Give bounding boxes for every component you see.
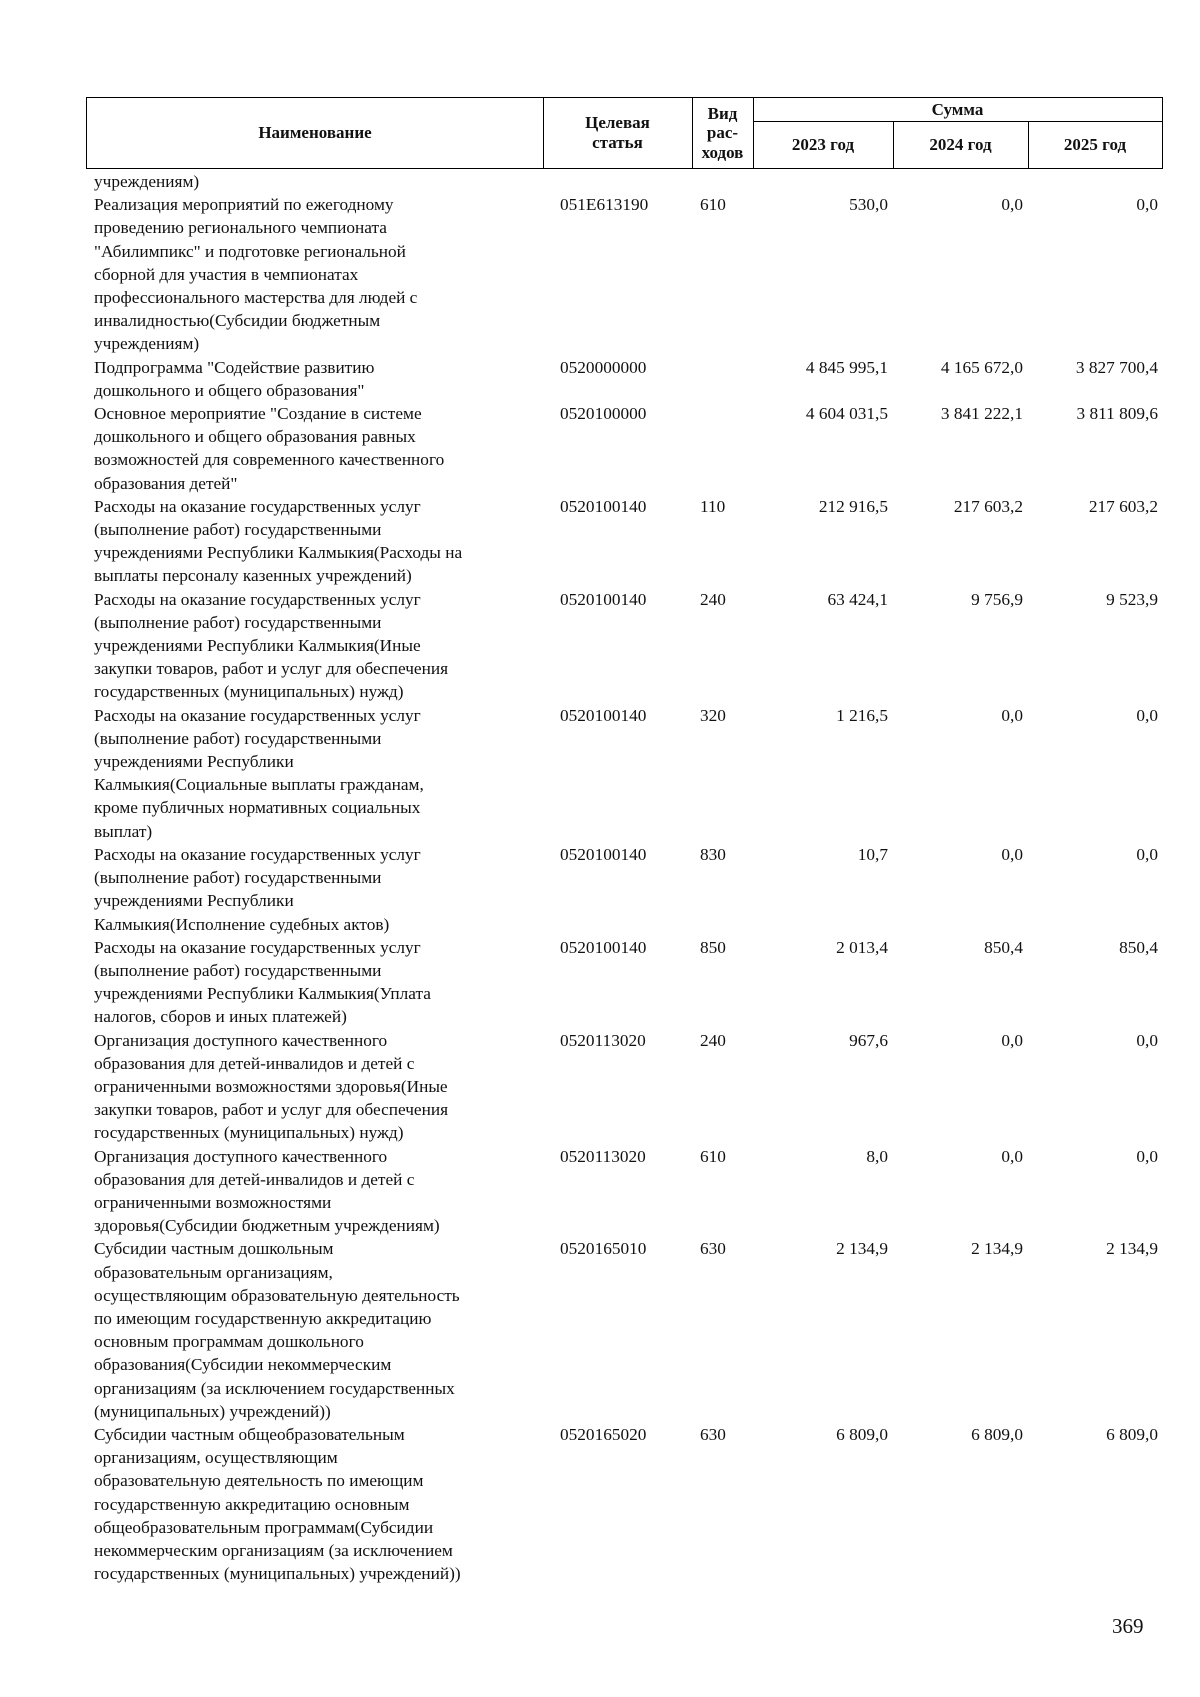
row-code: 0520113020 bbox=[560, 1146, 646, 1166]
table-row bbox=[86, 170, 1163, 193]
row-code: 0520000000 bbox=[560, 357, 647, 377]
row-sum-2023: 2 013,4 bbox=[836, 937, 888, 957]
row-name-line: кроме публичных нормативных социальных bbox=[94, 798, 421, 818]
row-vid: 610 bbox=[700, 195, 726, 215]
row-name-line: (выполнение работ) государственными bbox=[94, 612, 382, 632]
row-name-line: Расходы на оказание государственных услуг bbox=[94, 589, 421, 609]
row-name-line: выплаты персоналу казенных учреждений) bbox=[94, 566, 412, 586]
row-name-line: дошкольного и общего образования" bbox=[94, 380, 365, 400]
row-name-line: Расходы на оказание государственных услуг bbox=[94, 844, 421, 864]
row-name-line: инвалидностью(Субсидии бюджетным bbox=[94, 311, 381, 331]
row-name bbox=[86, 1029, 536, 1145]
row-sum-2023: 8,0 bbox=[866, 1146, 888, 1166]
row-name-line: государственных (муниципальных) учреждений)) bbox=[94, 1564, 461, 1584]
row-sum-2024: 9 756,9 bbox=[971, 589, 1023, 609]
row-code: 0520100140 bbox=[560, 705, 647, 725]
row-name-line: некоммерческим организациям (за исключением bbox=[94, 1540, 453, 1560]
row-vid: 630 bbox=[700, 1239, 726, 1259]
row-name-line: (выполнение работ) государственными bbox=[94, 868, 382, 888]
row-name-line: образовательным организациям, bbox=[94, 1262, 333, 1282]
header-vid-line: Вид bbox=[707, 103, 738, 123]
row-sum-2023: 1 216,5 bbox=[836, 705, 888, 725]
row-name-line: (муниципальных) учреждений)) bbox=[94, 1401, 331, 1421]
row-vid: 240 bbox=[700, 589, 726, 609]
row-name-line: профессионального мастерства для людей с bbox=[94, 288, 418, 308]
row-name-line: здоровья(Субсидии бюджетным учреждениям) bbox=[94, 1216, 440, 1236]
row-name-line: образования для детей-инвалидов и детей с bbox=[94, 1169, 415, 1189]
row-code: 0520100140 bbox=[560, 844, 647, 864]
header-sum: Сумма bbox=[931, 99, 984, 119]
row-name-line: организациям (за исключением государственных bbox=[94, 1378, 455, 1398]
row-name-line: учреждениями Республики bbox=[94, 752, 294, 772]
row-name-line: ограниченными возможностями bbox=[94, 1192, 332, 1212]
header-code: Целевая статья bbox=[585, 113, 650, 152]
table-row bbox=[86, 588, 1163, 704]
header-vid-line: ходов bbox=[701, 142, 744, 162]
row-sum-2024: 3 841 222,1 bbox=[940, 404, 1023, 424]
table-row bbox=[86, 1237, 1163, 1423]
row-vid: 110 bbox=[700, 496, 726, 516]
row-name-line: Расходы на оказание государственных услуг bbox=[94, 937, 421, 957]
row-name-line: выплат) bbox=[94, 821, 153, 841]
row-name-line: Подпрограмма "Содействие развитию bbox=[94, 357, 375, 377]
row-name-line: образовательную деятельность по имеющим bbox=[94, 1471, 424, 1491]
header-year-2024: 2024 год bbox=[929, 134, 992, 154]
row-name-line: дошкольного и общего образования равных bbox=[94, 427, 416, 447]
row-sum-2025: 0,0 bbox=[1136, 1030, 1158, 1050]
row-name bbox=[86, 170, 536, 193]
row-code: 0520100140 bbox=[560, 937, 647, 957]
row-name-line: возможностей для современного качественного bbox=[94, 450, 445, 470]
row-name-line: Субсидии частным общеобразовательным bbox=[94, 1424, 405, 1444]
table-row bbox=[86, 843, 1163, 936]
row-sum-2023: 967,6 bbox=[849, 1030, 888, 1050]
row-name-line: закупки товаров, работ и услуг для обеспечения bbox=[94, 659, 449, 679]
row-name-line: Субсидии частным дошкольным bbox=[94, 1239, 334, 1259]
row-name-line: (выполнение работ) государственными bbox=[94, 960, 382, 980]
table-row bbox=[86, 356, 1163, 402]
row-name-line: учреждениями Республики Калмыкия(Уплата bbox=[94, 984, 431, 1004]
row-sum-2023: 2 134,9 bbox=[836, 1239, 888, 1259]
row-sum-2023: 4 604 031,5 bbox=[805, 404, 888, 424]
row-sum-2025: 0,0 bbox=[1136, 705, 1158, 725]
row-name bbox=[86, 402, 536, 495]
row-name-line: Организация доступного качественного bbox=[94, 1146, 388, 1166]
row-name-line: закупки товаров, работ и услуг для обеспечения bbox=[94, 1100, 449, 1120]
row-code: 0520165010 bbox=[560, 1239, 647, 1259]
row-sum-2024: 0,0 bbox=[1001, 705, 1023, 725]
row-name-line: сборной для участия в чемпионатах bbox=[94, 264, 359, 284]
header-vid-line: рас- bbox=[706, 123, 739, 143]
row-sum-2023: 10,7 bbox=[857, 844, 888, 864]
row-name-line: ограниченными возможностями здоровья(Иные bbox=[94, 1076, 448, 1096]
row-sum-2025: 850,4 bbox=[1119, 937, 1158, 957]
row-code: 0520165020 bbox=[560, 1424, 647, 1444]
row-sum-2024: 0,0 bbox=[1001, 1146, 1023, 1166]
row-name-line: осуществляющим образовательную деятельность bbox=[94, 1285, 460, 1305]
row-name bbox=[86, 704, 536, 843]
row-vid: 830 bbox=[700, 844, 726, 864]
row-name-line: (выполнение работ) государственными bbox=[94, 520, 382, 540]
row-sum-2025: 0,0 bbox=[1136, 844, 1158, 864]
row-vid: 630 bbox=[700, 1424, 726, 1444]
row-vid: 240 bbox=[700, 1030, 726, 1050]
row-name-line: учреждениям) bbox=[94, 172, 200, 191]
row-vid: 850 bbox=[700, 937, 726, 957]
row-name-line: учреждениям) bbox=[94, 334, 200, 354]
row-name-line: общеобразовательным программам(Субсидии bbox=[94, 1517, 434, 1537]
table-row bbox=[86, 495, 1163, 588]
row-code: 0520100000 bbox=[560, 404, 647, 424]
page-number: 369 bbox=[1112, 1614, 1144, 1638]
row-name-line: образования детей" bbox=[94, 473, 238, 493]
row-name-line: государственных (муниципальных) нужд) bbox=[94, 1123, 404, 1143]
row-code: 0520100140 bbox=[560, 496, 647, 516]
table-row bbox=[86, 402, 1163, 495]
row-sum-2023: 6 809,0 bbox=[836, 1424, 888, 1444]
row-sum-2023: 63 424,1 bbox=[827, 589, 888, 609]
row-name-line: налогов, сборов и иных платежей) bbox=[94, 1007, 347, 1027]
row-name bbox=[86, 843, 536, 936]
row-name-line: Калмыкия(Исполнение судебных актов) bbox=[94, 914, 390, 934]
header-year-2025: 2025 год bbox=[1063, 134, 1127, 154]
row-name bbox=[86, 356, 536, 402]
table-body bbox=[86, 170, 1163, 1585]
row-name-line: учреждениями Республики bbox=[94, 891, 294, 911]
row-name-line: Расходы на оказание государственных услуг bbox=[94, 496, 421, 516]
row-name-line: образования для детей-инвалидов и детей с bbox=[94, 1053, 415, 1073]
row-code: 0520100140 bbox=[560, 589, 647, 609]
table-row bbox=[86, 704, 1163, 843]
row-sum-2024: 2 134,9 bbox=[971, 1239, 1023, 1259]
row-name bbox=[86, 588, 536, 704]
row-name-line: учреждениями Республики Калмыкия(Расходы на bbox=[94, 543, 463, 563]
row-sum-2024: 217 603,2 bbox=[953, 496, 1023, 516]
table-row bbox=[86, 1029, 1163, 1145]
row-sum-2024: 0,0 bbox=[1001, 1030, 1023, 1050]
row-sum-2024: 6 809,0 bbox=[971, 1424, 1023, 1444]
row-name bbox=[86, 495, 536, 588]
row-vid: 610 bbox=[700, 1146, 726, 1166]
row-sum-2025: 217 603,2 bbox=[1088, 496, 1158, 516]
row-sum-2025: 6 809,0 bbox=[1106, 1424, 1158, 1444]
row-sum-2024: 850,4 bbox=[984, 937, 1023, 957]
row-sum-2025: 2 134,9 bbox=[1106, 1239, 1158, 1259]
row-sum-2023: 4 845 995,1 bbox=[805, 357, 888, 377]
row-name-line: образования(Субсидии некоммерческим bbox=[94, 1355, 392, 1375]
row-code: 051Е613190 bbox=[560, 195, 649, 215]
row-name bbox=[86, 193, 536, 355]
row-sum-2025: 3 811 809,6 bbox=[1076, 404, 1158, 424]
row-name-line: по имеющим государственную аккредитацию bbox=[94, 1308, 432, 1328]
row-name-line: основным программам дошкольного bbox=[94, 1332, 364, 1352]
row-sum-2024: 0,0 bbox=[1001, 195, 1023, 215]
row-vid: 320 bbox=[700, 705, 726, 725]
header-vid bbox=[692, 98, 753, 168]
row-sum-2024: 0,0 bbox=[1001, 844, 1023, 864]
row-name bbox=[86, 1423, 536, 1585]
row-name-line: Калмыкия(Социальные выплаты гражданам, bbox=[94, 775, 424, 795]
table-row bbox=[86, 1423, 1163, 1585]
row-name-line: "Абилимпикс" и подготовке региональной bbox=[94, 241, 406, 261]
row-name-line: Основное мероприятие "Создание в системе bbox=[94, 404, 422, 424]
row-name-line: (выполнение работ) государственными bbox=[94, 728, 382, 748]
row-name bbox=[86, 1145, 536, 1238]
row-sum-2025: 9 523,9 bbox=[1106, 589, 1158, 609]
row-name-line: проведению регионального чемпионата bbox=[94, 218, 387, 238]
row-name-line: Реализация мероприятий по ежегодному bbox=[94, 195, 394, 215]
row-code: 0520113020 bbox=[560, 1030, 646, 1050]
row-name bbox=[86, 1237, 536, 1423]
row-sum-2024: 4 165 672,0 bbox=[940, 357, 1023, 377]
header-year-2023: 2023 год bbox=[791, 134, 855, 154]
row-sum-2025: 0,0 bbox=[1136, 195, 1158, 215]
table-header bbox=[86, 97, 1163, 169]
row-name-line: учреждениями Республики Калмыкия(Иные bbox=[94, 636, 421, 656]
table-row bbox=[86, 193, 1163, 355]
row-name-line: организациям, осуществляющим bbox=[94, 1448, 338, 1468]
header-name: Наименование bbox=[258, 123, 372, 143]
row-name bbox=[86, 936, 536, 1029]
table-row bbox=[86, 936, 1163, 1029]
row-name-line: государственных (муниципальных) нужд) bbox=[94, 682, 404, 702]
row-name-line: государственную аккредитацию основным bbox=[94, 1494, 410, 1514]
row-sum-2025: 0,0 bbox=[1136, 1146, 1158, 1166]
row-sum-2023: 212 916,5 bbox=[818, 496, 888, 516]
row-name-line: Расходы на оказание государственных услуг bbox=[94, 705, 421, 725]
row-name-line: Организация доступного качественного bbox=[94, 1030, 388, 1050]
row-sum-2023: 530,0 bbox=[849, 195, 888, 215]
row-sum-2025: 3 827 700,4 bbox=[1075, 357, 1158, 377]
table-row bbox=[86, 1145, 1163, 1238]
